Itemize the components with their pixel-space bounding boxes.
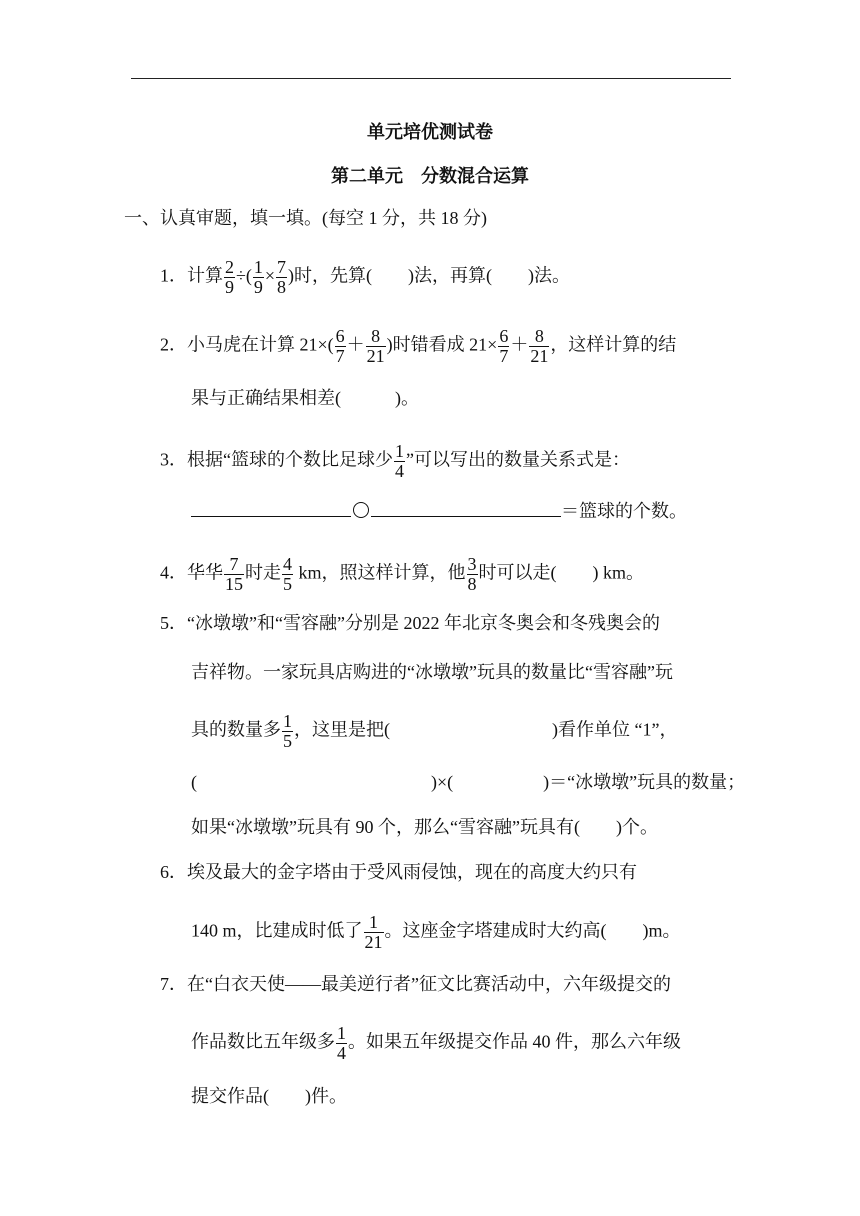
fraction: $\frac{1}{21}$	[364, 912, 383, 952]
section-heading: 一、认真审题，填一填。(每空 1 分，共 18 分)	[124, 208, 487, 228]
question-6	[160, 860, 637, 884]
question-3	[160, 442, 630, 481]
page-title: 单元培优测试卷	[367, 122, 493, 143]
question-text: 时可以走( ) km。	[478, 562, 645, 583]
question-number: 3．	[160, 449, 187, 470]
question-text: 140 m，比建成时低了	[191, 920, 363, 941]
question-text: ＋	[346, 334, 365, 355]
fraction: $\frac{1}{5}$	[283, 711, 292, 751]
fraction: $\frac{7}{8}$	[277, 257, 287, 297]
question-text: 根据“篮球的个数比足球少	[187, 449, 393, 470]
question-number: 1．	[160, 265, 187, 286]
question-5-line-4: ( )×( )＝“冰墩墩”玩具的数量；	[191, 772, 746, 792]
fraction: $\frac{8}{21}$	[530, 326, 549, 366]
question-text: 。这座金字塔建成时大约高( )m。	[384, 920, 681, 941]
fraction: $\frac{3}{8}$	[467, 554, 477, 594]
question-text: 时走	[245, 562, 281, 583]
fraction: $\frac{6}{7}$	[335, 326, 345, 366]
header-rule	[131, 78, 731, 79]
question-text: “冰墩墩”和“雪容融”分别是 2022 年北京冬奥会和冬残奥会的	[187, 613, 660, 633]
fraction: $\frac{8}{21}$	[366, 326, 385, 366]
operator-circle[interactable]	[353, 502, 369, 518]
fraction: $\frac{6}{7}$	[499, 326, 509, 366]
question-2-line-2: 果与正确结果相差( )。	[191, 388, 419, 408]
question-text: ，这里是把( )看作单位 “1”，	[294, 719, 678, 740]
fraction: $\frac{2}{9}$	[225, 257, 234, 297]
question-text: ×	[264, 265, 276, 286]
question-text: ，这样计算的结	[550, 334, 677, 355]
question-text: 作品数比五年级多	[191, 1031, 335, 1052]
page-subtitle: 第二单元 分数混合运算	[331, 166, 529, 187]
question-text: 。如果五年级提交作品 40 件，那么六年级	[348, 1031, 681, 1052]
question-3-line-2	[191, 498, 687, 523]
question-number: 4．	[160, 562, 187, 583]
question-text: 华华	[187, 562, 223, 583]
question-7-line-3: 提交作品( )件。	[191, 1086, 347, 1106]
fraction: $\frac{1}{4}$	[395, 441, 404, 481]
question-text: )时，先算( )法，再算( )法。	[288, 265, 571, 286]
question-1	[160, 258, 570, 297]
question-text: )时错看成 21×	[386, 334, 498, 355]
answer-line[interactable]	[191, 498, 351, 517]
question-number: 7．	[160, 974, 187, 994]
question-7-line-2	[191, 1024, 681, 1063]
fraction: $\frac{1}{9}$	[253, 257, 263, 297]
question-text: 计算	[187, 265, 223, 286]
question-6-line-2	[191, 913, 681, 952]
fraction: $\frac{7}{15}$	[225, 554, 243, 594]
question-text: ÷(	[236, 265, 252, 286]
question-text: 在“白衣天使——最美逆行者”征文比赛活动中，六年级提交的	[187, 974, 671, 994]
question-5-line-2: 吉祥物。一家玩具店购进的“冰墩墩”玩具的数量比“雪容融”玩	[191, 662, 673, 682]
question-text: km，照这样计算，他	[294, 562, 466, 583]
fraction: $\frac{1}{4}$	[337, 1023, 346, 1063]
question-number: 5．	[160, 613, 187, 633]
answer-line[interactable]	[371, 498, 561, 517]
question-text: 小马虎在计算 21×(	[187, 334, 334, 355]
fraction: $\frac{4}{5}$	[283, 554, 292, 594]
question-5	[160, 611, 660, 635]
question-7	[160, 972, 671, 996]
question-text: 具的数量多	[191, 719, 281, 740]
question-2	[160, 327, 676, 366]
question-5-line-5: 如果“冰墩墩”玩具有 90 个，那么“雪容融”玩具有( )个。	[191, 817, 658, 837]
question-number: 6．	[160, 862, 187, 882]
question-text: ＋	[510, 334, 529, 355]
question-text: ”可以写出的数量关系式是：	[406, 449, 630, 470]
question-text: 埃及最大的金字塔由于受风雨侵蚀，现在的高度大约只有	[187, 862, 637, 882]
question-4	[160, 555, 644, 594]
question-number: 2．	[160, 334, 187, 355]
question-5-line-3	[191, 712, 677, 751]
question-text: ＝篮球的个数。	[561, 501, 687, 521]
